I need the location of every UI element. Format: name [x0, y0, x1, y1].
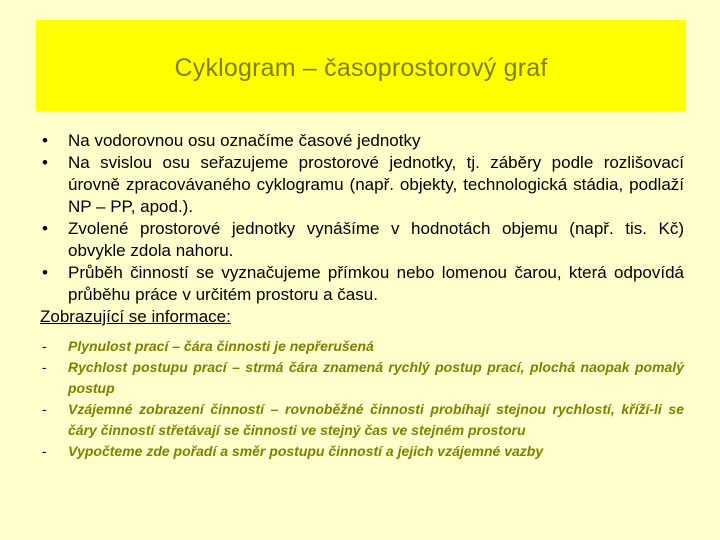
- bullet-list: [40, 130, 684, 306]
- bullet-item: [40, 218, 684, 262]
- bullet-item: [40, 152, 684, 218]
- slide-content: [40, 130, 684, 462]
- bullet-marker: •: [42, 263, 48, 282]
- info-text: Vzájemné zobrazení činností – rovnoběžné činnosti probíhají stejnou rychlostí, kříží-li se čáry činností střetávají se činnosti ve stejný čas ve stejném prostoru: [68, 401, 684, 438]
- bullet-item: [40, 262, 684, 306]
- dash-marker: -: [42, 359, 47, 375]
- info-item: [40, 441, 684, 462]
- dash-marker: -: [42, 338, 47, 354]
- bullet-item: [40, 130, 684, 152]
- info-item: [40, 399, 684, 441]
- info-text: Vypočteme zde pořadí a směr postupu činností a jejich vzájemné vazby: [68, 443, 544, 459]
- dash-marker: -: [42, 443, 47, 459]
- info-list: [40, 336, 684, 462]
- bullet-text: Na svislou osu seřazujeme prostorové jednotky, tj. záběry podle rozlišovací úrovně zpracovávaného cyklogramu (např. objekty, technologická stádia, podlaží NP – PP, apod.).: [68, 153, 684, 216]
- bullet-text: Zvolené prostorové jednotky vynášíme v hodnotách objemu (např. tis. Kč) obvykle zdola nahoru.: [68, 219, 684, 260]
- bullet-marker: •: [42, 153, 48, 172]
- info-item: [40, 336, 684, 357]
- dash-marker: -: [42, 401, 47, 417]
- info-heading: Zobrazující se informace:: [40, 307, 231, 326]
- info-text: Rychlost postupu prací – strmá čára znamená rychlý postup prací, plochá naopak pomalý postup: [68, 359, 684, 396]
- bullet-marker: •: [42, 219, 48, 238]
- bullet-text: Na vodorovnou osu označíme časové jednotky: [68, 131, 421, 150]
- title-box: [36, 20, 686, 111]
- info-item: [40, 357, 684, 399]
- bullet-marker: •: [42, 131, 48, 150]
- bullet-text: Průběh činností se vyznačujeme přímkou nebo lomenou čarou, která odpovídá průběhu práce v určitém prostoru a času.: [68, 263, 684, 304]
- info-text: Plynulost prací – čára činnosti je nepřerušená: [68, 338, 374, 354]
- slide-title: Cyklogram – časoprostorový graf: [174, 54, 548, 82]
